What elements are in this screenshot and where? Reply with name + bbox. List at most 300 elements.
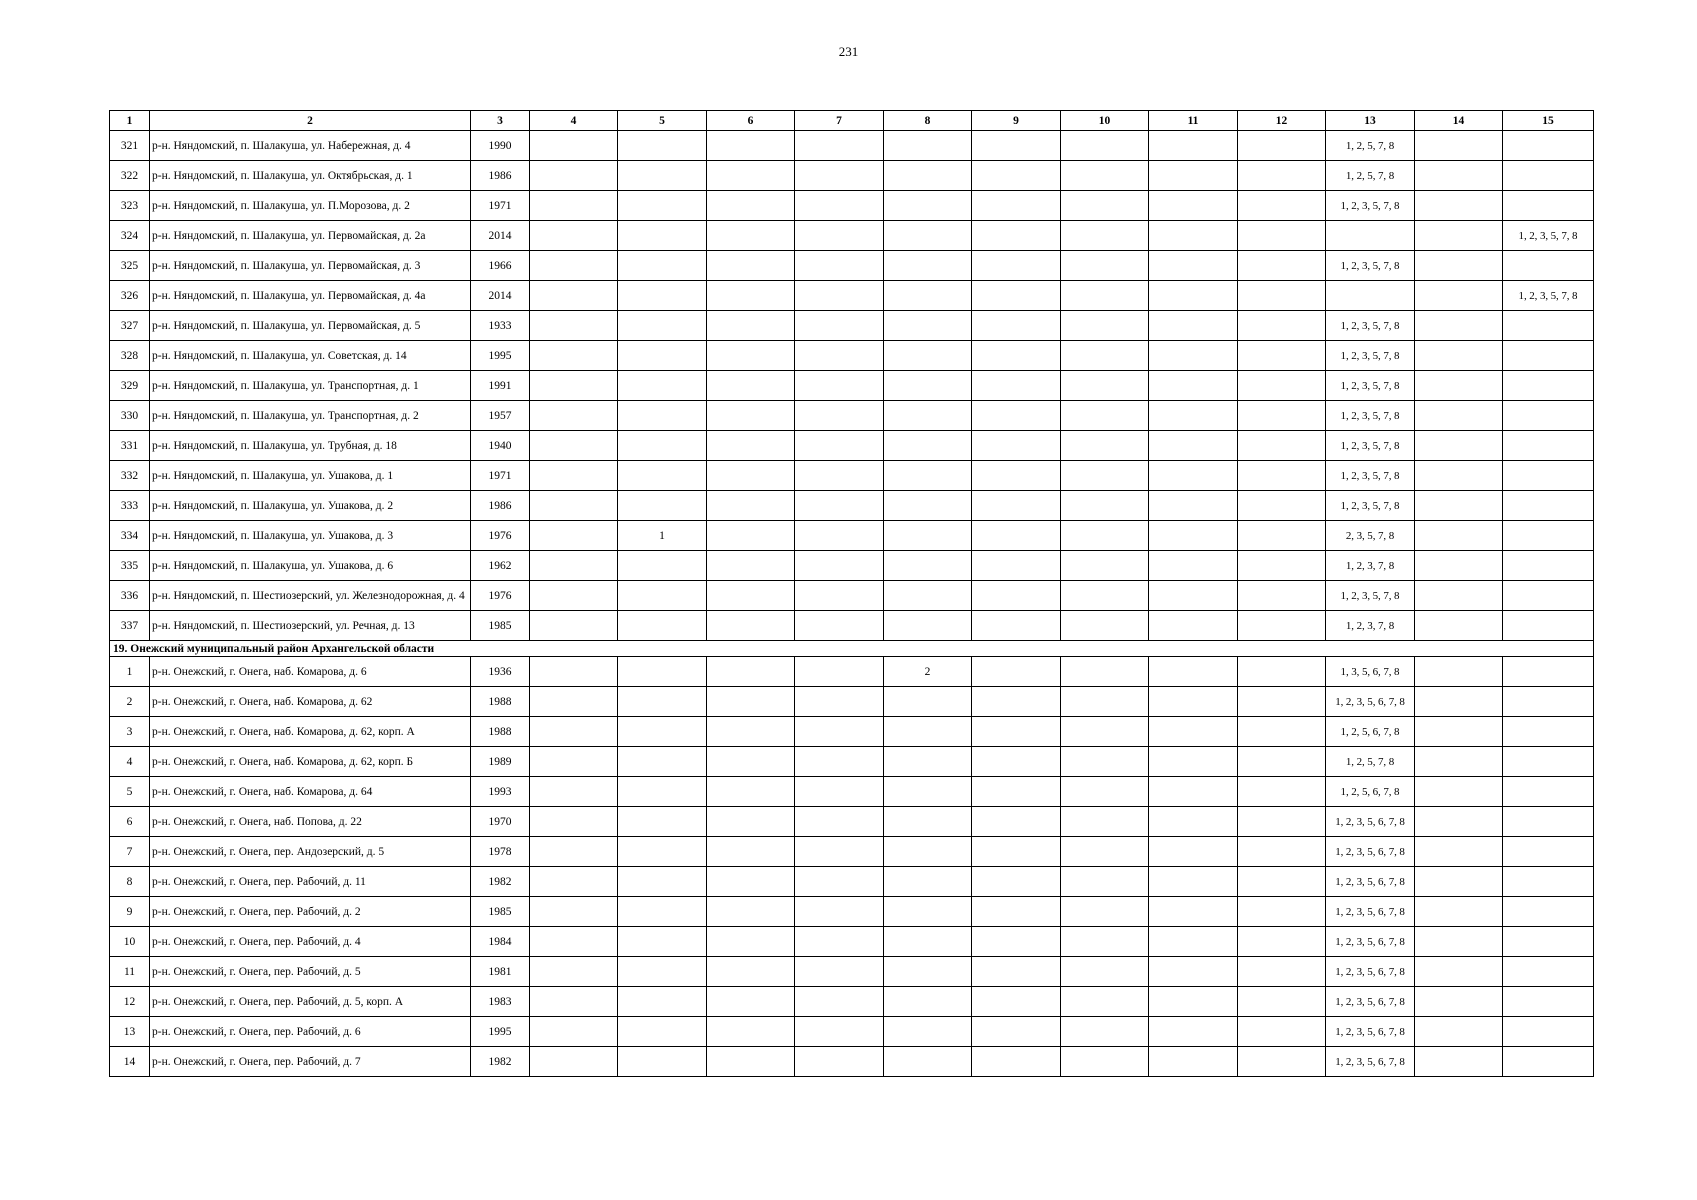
- col-5-cell: [618, 807, 707, 837]
- year-cell: 1981: [471, 957, 530, 987]
- col-12-cell: [1238, 611, 1326, 641]
- col-14-cell: [1415, 777, 1503, 807]
- col-15-cell: [1503, 777, 1594, 807]
- col-7-cell: [795, 341, 884, 371]
- year-cell: 1993: [471, 777, 530, 807]
- col-14-cell: [1415, 161, 1503, 191]
- col-9-cell: [972, 311, 1061, 341]
- year-cell: 1933: [471, 311, 530, 341]
- row-number-cell: 6: [110, 807, 150, 837]
- col-14-cell: [1415, 581, 1503, 611]
- col-7-cell: [795, 461, 884, 491]
- address-cell: р-н. Няндомский, п. Шестиозерский, ул. Железнодорожная, д. 4: [150, 581, 471, 611]
- col-15-cell: [1503, 657, 1594, 687]
- col-9-cell: [972, 251, 1061, 281]
- address-cell: р-н. Онежский, г. Онега, пер. Рабочий, д. 6: [150, 1017, 471, 1047]
- col-8-cell: [884, 281, 972, 311]
- col-7-cell: [795, 281, 884, 311]
- col-6-cell: [707, 221, 795, 251]
- col-10-cell: [1061, 957, 1149, 987]
- col-13-cell: 1, 2, 3, 5, 6, 7, 8: [1326, 897, 1415, 927]
- col-9-cell: [972, 807, 1061, 837]
- col-14-cell: [1415, 927, 1503, 957]
- col-7-cell: [795, 371, 884, 401]
- col-15-cell: [1503, 747, 1594, 777]
- table-row: [110, 371, 1594, 401]
- col-9-cell: [972, 221, 1061, 251]
- col-10-cell: [1061, 401, 1149, 431]
- col-5-cell: [618, 401, 707, 431]
- col-8-cell: [884, 687, 972, 717]
- col-13-cell: 1, 2, 5, 7, 8: [1326, 747, 1415, 777]
- col-5-cell: [618, 611, 707, 641]
- row-number-cell: 324: [110, 221, 150, 251]
- col-15-cell: [1503, 897, 1594, 927]
- table-header-row: [110, 111, 1594, 131]
- col-14-cell: [1415, 1017, 1503, 1047]
- col-7-cell: [795, 581, 884, 611]
- col-11-cell: [1149, 987, 1238, 1017]
- col-12-cell: [1238, 1017, 1326, 1047]
- table-row: [110, 657, 1594, 687]
- col-11-cell: [1149, 747, 1238, 777]
- col-13-cell: 1, 2, 5, 7, 8: [1326, 161, 1415, 191]
- address-cell: р-н. Онежский, г. Онега, наб. Комарова, д. 62, корп. Б: [150, 747, 471, 777]
- row-number-cell: 7: [110, 837, 150, 867]
- col-5-cell: [618, 161, 707, 191]
- col-4-cell: [530, 491, 618, 521]
- col-5-cell: [618, 837, 707, 867]
- col-4-cell: [530, 867, 618, 897]
- table-row: [110, 131, 1594, 161]
- row-number-cell: 328: [110, 341, 150, 371]
- col-15-cell: [1503, 867, 1594, 897]
- col-10-cell: [1061, 687, 1149, 717]
- row-number-cell: 336: [110, 581, 150, 611]
- row-number-cell: 5: [110, 777, 150, 807]
- col-6-cell: [707, 371, 795, 401]
- col-8-cell: [884, 957, 972, 987]
- col-7-cell: [795, 837, 884, 867]
- row-number-cell: 337: [110, 611, 150, 641]
- col-6-cell: [707, 1017, 795, 1047]
- col-9-cell: [972, 581, 1061, 611]
- col-6-cell: [707, 777, 795, 807]
- col-10-cell: [1061, 837, 1149, 867]
- col-9-cell: [972, 611, 1061, 641]
- row-number-cell: 11: [110, 957, 150, 987]
- address-cell: р-н. Няндомский, п. Шалакуша, ул. Первомайская, д. 2а: [150, 221, 471, 251]
- col-5-cell: [618, 897, 707, 927]
- year-cell: 1995: [471, 341, 530, 371]
- column-header-11: 11: [1149, 111, 1238, 131]
- col-14-cell: [1415, 957, 1503, 987]
- col-8-cell: [884, 221, 972, 251]
- col-9-cell: [972, 867, 1061, 897]
- address-cell: р-н. Няндомский, п. Шалакуша, ул. Советская, д. 14: [150, 341, 471, 371]
- col-5-cell: [618, 371, 707, 401]
- col-4-cell: [530, 551, 618, 581]
- col-8-cell: [884, 837, 972, 867]
- col-4-cell: [530, 657, 618, 687]
- col-8-cell: [884, 1047, 972, 1077]
- col-11-cell: [1149, 807, 1238, 837]
- row-number-cell: 330: [110, 401, 150, 431]
- table-row: [110, 1047, 1594, 1077]
- table-row: [110, 221, 1594, 251]
- col-13-cell: 1, 2, 3, 5, 6, 7, 8: [1326, 957, 1415, 987]
- address-cell: р-н. Онежский, г. Онега, пер. Андозерский, д. 5: [150, 837, 471, 867]
- table-row: [110, 581, 1594, 611]
- table-body: [110, 131, 1594, 1077]
- col-15-cell: [1503, 687, 1594, 717]
- col-7-cell: [795, 521, 884, 551]
- col-15-cell: [1503, 987, 1594, 1017]
- address-cell: р-н. Няндомский, п. Шалакуша, ул. Первомайская, д. 4а: [150, 281, 471, 311]
- table-row: [110, 807, 1594, 837]
- col-15-cell: [1503, 371, 1594, 401]
- col-11-cell: [1149, 687, 1238, 717]
- row-number-cell: 326: [110, 281, 150, 311]
- col-15-cell: [1503, 957, 1594, 987]
- row-number-cell: 331: [110, 431, 150, 461]
- col-14-cell: [1415, 867, 1503, 897]
- col-4-cell: [530, 837, 618, 867]
- table-row: [110, 927, 1594, 957]
- col-12-cell: [1238, 521, 1326, 551]
- address-cell: р-н. Онежский, г. Онега, наб. Комарова, д. 64: [150, 777, 471, 807]
- col-8-cell: [884, 191, 972, 221]
- col-10-cell: [1061, 461, 1149, 491]
- col-11-cell: [1149, 611, 1238, 641]
- col-14-cell: [1415, 311, 1503, 341]
- col-9-cell: [972, 837, 1061, 867]
- year-cell: 1986: [471, 491, 530, 521]
- table-row: [110, 957, 1594, 987]
- row-number-cell: 323: [110, 191, 150, 221]
- col-9-cell: [972, 551, 1061, 581]
- col-6-cell: [707, 687, 795, 717]
- col-6-cell: [707, 957, 795, 987]
- col-5-cell: [618, 191, 707, 221]
- col-14-cell: [1415, 897, 1503, 927]
- col-6-cell: [707, 461, 795, 491]
- col-5-cell: [618, 251, 707, 281]
- col-10-cell: [1061, 491, 1149, 521]
- col-10-cell: [1061, 521, 1149, 551]
- col-14-cell: [1415, 807, 1503, 837]
- col-14-cell: [1415, 461, 1503, 491]
- year-cell: 2014: [471, 221, 530, 251]
- table-row: [110, 341, 1594, 371]
- col-4-cell: [530, 987, 618, 1017]
- address-cell: р-н. Онежский, г. Онега, пер. Рабочий, д. 5, корп. А: [150, 987, 471, 1017]
- col-14-cell: [1415, 611, 1503, 641]
- col-4-cell: [530, 161, 618, 191]
- col-12-cell: [1238, 281, 1326, 311]
- col-13-cell: 1, 2, 3, 5, 6, 7, 8: [1326, 1017, 1415, 1047]
- col-12-cell: [1238, 311, 1326, 341]
- col-5-cell: [618, 581, 707, 611]
- column-header-14: 14: [1415, 111, 1503, 131]
- col-7-cell: [795, 191, 884, 221]
- col-6-cell: [707, 807, 795, 837]
- address-cell: р-н. Онежский, г. Онега, наб. Комарова, д. 62, корп. А: [150, 717, 471, 747]
- col-5-cell: [618, 281, 707, 311]
- col-14-cell: [1415, 521, 1503, 551]
- year-cell: 1976: [471, 521, 530, 551]
- col-5-cell: [618, 687, 707, 717]
- address-cell: р-н. Онежский, г. Онега, пер. Рабочий, д. 7: [150, 1047, 471, 1077]
- col-14-cell: [1415, 1047, 1503, 1077]
- col-10-cell: [1061, 341, 1149, 371]
- col-5-cell: [618, 657, 707, 687]
- col-12-cell: [1238, 371, 1326, 401]
- col-4-cell: [530, 777, 618, 807]
- year-cell: 1984: [471, 927, 530, 957]
- col-7-cell: [795, 1017, 884, 1047]
- col-8-cell: [884, 1017, 972, 1047]
- col-10-cell: [1061, 431, 1149, 461]
- col-15-cell: [1503, 191, 1594, 221]
- col-15-cell: [1503, 431, 1594, 461]
- col-14-cell: [1415, 371, 1503, 401]
- col-15-cell: [1503, 927, 1594, 957]
- col-15-cell: [1503, 1047, 1594, 1077]
- column-header-7: 7: [795, 111, 884, 131]
- col-13-cell: 1, 2, 5, 6, 7, 8: [1326, 777, 1415, 807]
- col-5-cell: [618, 987, 707, 1017]
- col-6-cell: [707, 837, 795, 867]
- col-10-cell: [1061, 927, 1149, 957]
- year-cell: 1971: [471, 461, 530, 491]
- year-cell: 1971: [471, 191, 530, 221]
- col-11-cell: [1149, 957, 1238, 987]
- col-9-cell: [972, 957, 1061, 987]
- col-15-cell: 1, 2, 3, 5, 7, 8: [1503, 281, 1594, 311]
- col-13-cell: 1, 2, 3, 5, 7, 8: [1326, 401, 1415, 431]
- col-14-cell: [1415, 687, 1503, 717]
- col-14-cell: [1415, 987, 1503, 1017]
- col-11-cell: [1149, 131, 1238, 161]
- col-4-cell: [530, 897, 618, 927]
- col-5-cell: [618, 957, 707, 987]
- col-9-cell: [972, 777, 1061, 807]
- col-12-cell: [1238, 461, 1326, 491]
- column-header-4: 4: [530, 111, 618, 131]
- table-row: [110, 551, 1594, 581]
- table-row: [110, 687, 1594, 717]
- row-number-cell: 333: [110, 491, 150, 521]
- column-header-6: 6: [707, 111, 795, 131]
- col-14-cell: [1415, 657, 1503, 687]
- column-header-15: 15: [1503, 111, 1594, 131]
- col-12-cell: [1238, 131, 1326, 161]
- col-8-cell: [884, 341, 972, 371]
- address-cell: р-н. Няндомский, п. Шалакуша, ул. Первомайская, д. 3: [150, 251, 471, 281]
- col-12-cell: [1238, 777, 1326, 807]
- col-13-cell: 1, 2, 3, 5, 6, 7, 8: [1326, 987, 1415, 1017]
- column-header-8: 8: [884, 111, 972, 131]
- col-15-cell: [1503, 341, 1594, 371]
- col-7-cell: [795, 431, 884, 461]
- col-13-cell: 1, 2, 3, 5, 7, 8: [1326, 431, 1415, 461]
- col-10-cell: [1061, 371, 1149, 401]
- col-10-cell: [1061, 777, 1149, 807]
- address-cell: р-н. Няндомский, п. Шалакуша, ул. Транспортная, д. 2: [150, 401, 471, 431]
- col-13-cell: [1326, 281, 1415, 311]
- table-row: [110, 897, 1594, 927]
- col-8-cell: [884, 777, 972, 807]
- year-cell: 1988: [471, 687, 530, 717]
- col-12-cell: [1238, 251, 1326, 281]
- col-4-cell: [530, 1017, 618, 1047]
- housing-register-table: [109, 110, 1594, 1077]
- col-11-cell: [1149, 581, 1238, 611]
- col-10-cell: [1061, 747, 1149, 777]
- col-11-cell: [1149, 551, 1238, 581]
- year-cell: 1986: [471, 161, 530, 191]
- row-number-cell: 325: [110, 251, 150, 281]
- col-8-cell: [884, 461, 972, 491]
- row-number-cell: 332: [110, 461, 150, 491]
- col-4-cell: [530, 927, 618, 957]
- col-9-cell: [972, 371, 1061, 401]
- col-11-cell: [1149, 717, 1238, 747]
- col-8-cell: [884, 371, 972, 401]
- col-4-cell: [530, 521, 618, 551]
- col-8-cell: [884, 551, 972, 581]
- table-row: [110, 191, 1594, 221]
- col-14-cell: [1415, 491, 1503, 521]
- col-4-cell: [530, 747, 618, 777]
- col-6-cell: [707, 747, 795, 777]
- col-6-cell: [707, 521, 795, 551]
- col-12-cell: [1238, 191, 1326, 221]
- col-9-cell: [972, 987, 1061, 1017]
- col-14-cell: [1415, 717, 1503, 747]
- col-7-cell: [795, 807, 884, 837]
- address-cell: р-н. Няндомский, п. Шалакуша, ул. Ушакова, д. 1: [150, 461, 471, 491]
- column-header-10: 10: [1061, 111, 1149, 131]
- col-5-cell: [618, 341, 707, 371]
- col-15-cell: [1503, 807, 1594, 837]
- col-11-cell: [1149, 1017, 1238, 1047]
- table-row: [110, 521, 1594, 551]
- col-7-cell: [795, 161, 884, 191]
- column-header-1: 1: [110, 111, 150, 131]
- col-14-cell: [1415, 431, 1503, 461]
- col-12-cell: [1238, 161, 1326, 191]
- col-4-cell: [530, 131, 618, 161]
- col-13-cell: 1, 2, 3, 5, 7, 8: [1326, 341, 1415, 371]
- col-5-cell: [618, 491, 707, 521]
- table-row: [110, 161, 1594, 191]
- col-8-cell: [884, 251, 972, 281]
- col-6-cell: [707, 161, 795, 191]
- column-header-3: 3: [471, 111, 530, 131]
- col-6-cell: [707, 341, 795, 371]
- address-cell: р-н. Онежский, г. Онега, наб. Комарова, д. 62: [150, 687, 471, 717]
- col-10-cell: [1061, 1047, 1149, 1077]
- col-4-cell: [530, 957, 618, 987]
- col-9-cell: [972, 161, 1061, 191]
- col-4-cell: [530, 431, 618, 461]
- col-4-cell: [530, 1047, 618, 1077]
- col-7-cell: [795, 311, 884, 341]
- col-5-cell: [618, 717, 707, 747]
- col-7-cell: [795, 867, 884, 897]
- col-12-cell: [1238, 431, 1326, 461]
- col-7-cell: [795, 777, 884, 807]
- col-5-cell: [618, 1047, 707, 1077]
- year-cell: 1988: [471, 717, 530, 747]
- col-4-cell: [530, 687, 618, 717]
- address-cell: р-н. Онежский, г. Онега, пер. Рабочий, д. 5: [150, 957, 471, 987]
- row-number-cell: 12: [110, 987, 150, 1017]
- col-13-cell: 1, 3, 5, 6, 7, 8: [1326, 657, 1415, 687]
- year-cell: 1991: [471, 371, 530, 401]
- section-header-row: [110, 641, 1594, 657]
- col-8-cell: 2: [884, 657, 972, 687]
- col-8-cell: [884, 807, 972, 837]
- col-8-cell: [884, 491, 972, 521]
- col-15-cell: [1503, 837, 1594, 867]
- col-13-cell: 1, 2, 3, 5, 7, 8: [1326, 311, 1415, 341]
- col-14-cell: [1415, 191, 1503, 221]
- col-6-cell: [707, 581, 795, 611]
- address-cell: р-н. Няндомский, п. Шалакуша, ул. Трубная, д. 18: [150, 431, 471, 461]
- col-13-cell: 1, 2, 3, 5, 7, 8: [1326, 251, 1415, 281]
- col-12-cell: [1238, 867, 1326, 897]
- col-11-cell: [1149, 461, 1238, 491]
- col-7-cell: [795, 491, 884, 521]
- column-header-12: 12: [1238, 111, 1326, 131]
- col-15-cell: [1503, 311, 1594, 341]
- col-10-cell: [1061, 551, 1149, 581]
- row-number-cell: 321: [110, 131, 150, 161]
- col-8-cell: [884, 897, 972, 927]
- col-9-cell: [972, 1017, 1061, 1047]
- col-13-cell: 2, 3, 5, 7, 8: [1326, 521, 1415, 551]
- col-7-cell: [795, 401, 884, 431]
- table-row: [110, 461, 1594, 491]
- col-6-cell: [707, 281, 795, 311]
- col-5-cell: [618, 1017, 707, 1047]
- col-5-cell: [618, 461, 707, 491]
- col-12-cell: [1238, 341, 1326, 371]
- col-15-cell: [1503, 401, 1594, 431]
- table-row: [110, 431, 1594, 461]
- col-11-cell: [1149, 897, 1238, 927]
- col-14-cell: [1415, 551, 1503, 581]
- col-15-cell: [1503, 131, 1594, 161]
- col-10-cell: [1061, 581, 1149, 611]
- year-cell: 1978: [471, 837, 530, 867]
- col-7-cell: [795, 897, 884, 927]
- col-11-cell: [1149, 341, 1238, 371]
- year-cell: 1940: [471, 431, 530, 461]
- col-8-cell: [884, 131, 972, 161]
- col-14-cell: [1415, 341, 1503, 371]
- col-13-cell: 1, 2, 3, 5, 7, 8: [1326, 191, 1415, 221]
- row-number-cell: 334: [110, 521, 150, 551]
- col-6-cell: [707, 867, 795, 897]
- col-4-cell: [530, 401, 618, 431]
- col-5-cell: [618, 311, 707, 341]
- col-13-cell: 1, 2, 3, 5, 7, 8: [1326, 371, 1415, 401]
- col-12-cell: [1238, 747, 1326, 777]
